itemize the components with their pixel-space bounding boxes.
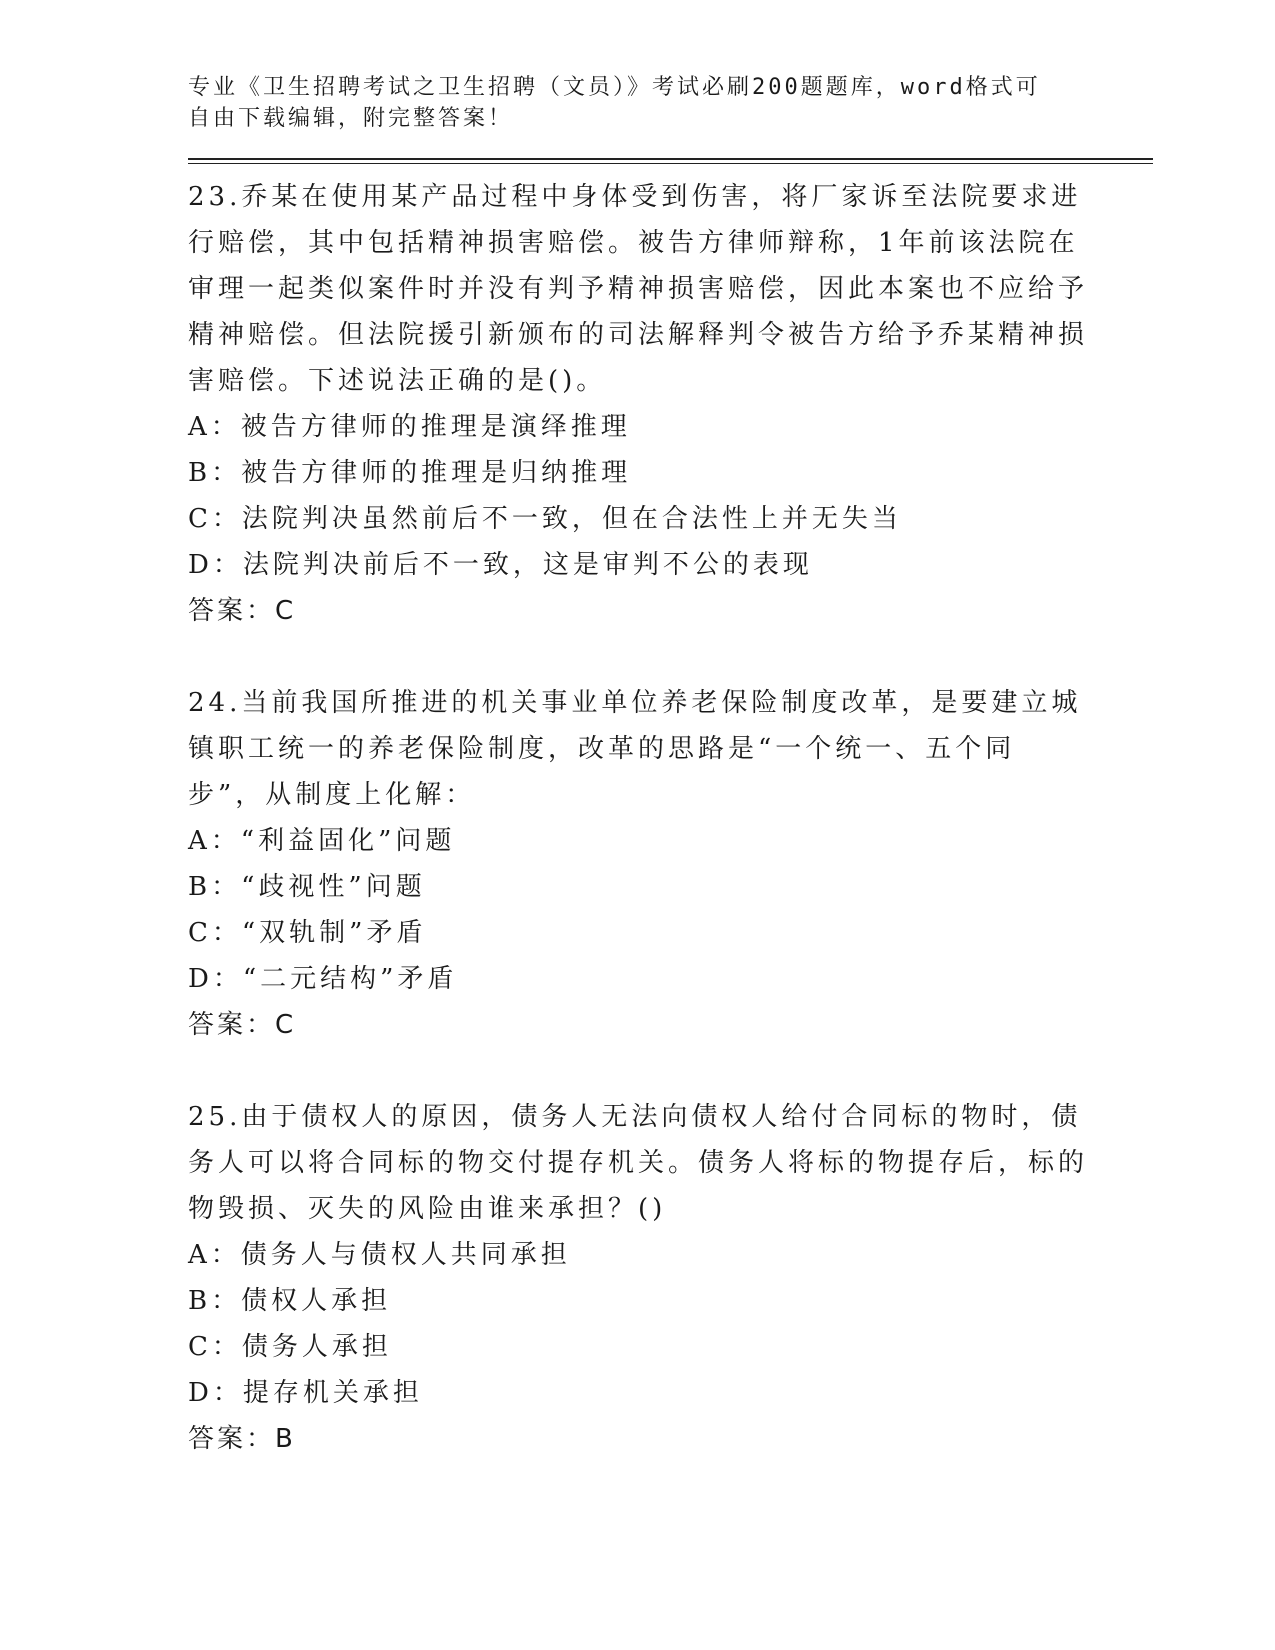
question-23 [188, 174, 1153, 634]
document-header: 专业《卫生招聘考试之卫生招聘（文员）》考试必刷200题题库，word格式可自由下载编辑，附完整答案！ [188, 75, 1041, 131]
header-divider [188, 158, 1153, 164]
question-25 [188, 1094, 1153, 1462]
document-page [188, 72, 1153, 1462]
option-d: D：法院判决前后不一致，这是审判不公的表现 [188, 550, 813, 580]
option-c: C：债务人承担 [188, 1332, 392, 1362]
answer-line: 答案：B [188, 1424, 296, 1454]
option-a: A：债务人与债权人共同承担 [188, 1240, 571, 1270]
answer-line: 答案：C [188, 596, 297, 626]
option-d: D：提存机关承担 [188, 1378, 423, 1408]
divider-line-thick [188, 158, 1153, 160]
question-stem: 24.当前我国所推进的机关事业单位养老保险制度改革，是要建立城镇职工统一的养老保险制度，改革的思路是“一个统一、五个同步”，从制度上化解： [188, 688, 1082, 810]
question-stem: 23.乔某在使用某产品过程中身体受到伤害，将厂家诉至法院要求进行赔偿，其中包括精神损害赔偿。被告方律师辩称，1年前该法院在审理一起类似案件时并没有判予精神损害赔偿，因此本案也不应给予精神赔偿。但法院援引新颁布的司法解释判令被告方给予乔某精神损害赔偿。下述说法正确的是()。 [188, 182, 1089, 396]
divider-line-thin [188, 163, 1153, 164]
option-c: C：法院判决虽然前后不一致，但在合法性上并无失当 [188, 504, 902, 534]
option-b: B：债权人承担 [188, 1286, 392, 1316]
option-a: A：“利益固化”问题 [188, 826, 456, 856]
question-spacer [188, 634, 1153, 680]
question-stem: 25.由于债权人的原因，债务人无法向债权人给付合同标的物时，债务人可以将合同标的物交付提存机关。债务人将标的物提存后，标的物毁损、灭失的风险由谁来承担？() [188, 1102, 1089, 1224]
option-b: B：“歧视性”问题 [188, 872, 426, 902]
option-a: A：被告方律师的推理是演绎推理 [188, 412, 631, 442]
question-24 [188, 680, 1153, 1048]
answer-line: 答案：C [188, 1010, 297, 1040]
question-spacer [188, 1048, 1153, 1094]
option-b: B：被告方律师的推理是归纳推理 [188, 458, 632, 488]
option-d: D：“二元结构”矛盾 [188, 964, 458, 994]
option-c: C：“双轨制”矛盾 [188, 918, 427, 948]
